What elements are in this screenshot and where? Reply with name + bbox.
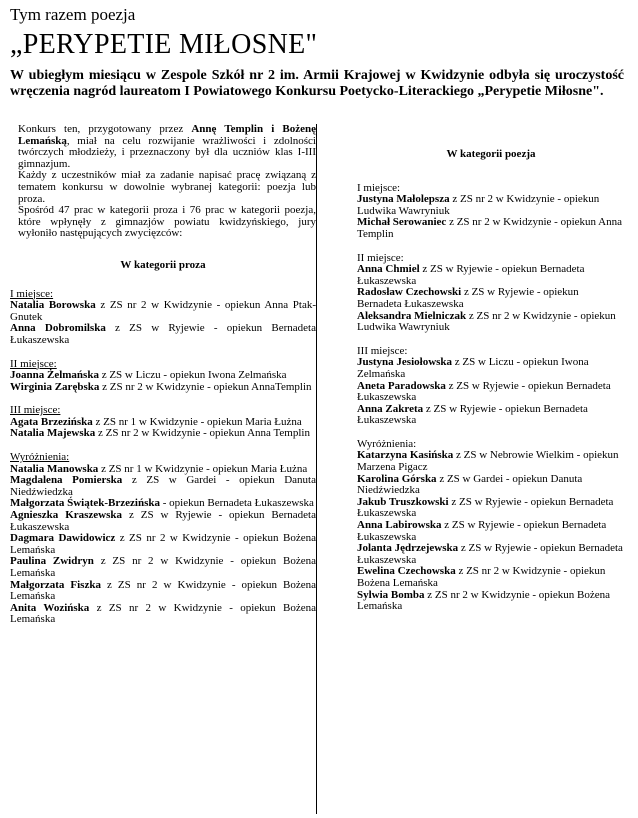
winner-entry — [10, 580, 316, 603]
winner-name: Justyna Jesiołowska — [357, 356, 453, 369]
winner-entry — [357, 450, 625, 473]
winner-details: z ZS nr 2 w Kwidzynie - opiekun AnnaTemplin — [99, 380, 312, 393]
winner-entry — [357, 217, 625, 240]
winner-details: z ZS nr 2 w Kwidzynie - opiekun Bożena Lemańska — [10, 555, 316, 579]
winner-entry — [10, 300, 316, 323]
winner-name: Natalia Borowska — [10, 299, 96, 312]
winner-details: z ZS w Liczu - opiekun Iwona Zelmańska — [357, 356, 589, 380]
winner-entry — [357, 520, 625, 543]
winner-details: z ZS w Nebrowie Wielkim - opiekun Marzena Pigacz — [357, 449, 619, 474]
winner-details: z ZS nr 2 w Kwidzynie - opiekun Anna Templin — [95, 427, 310, 440]
winner-entry — [10, 510, 316, 533]
winner-entry — [357, 404, 625, 427]
winner-name: Katarzyna Kasińska — [357, 449, 454, 462]
place-heading: Wyróżnienia: — [10, 451, 70, 464]
place-heading: II miejsce: — [357, 251, 404, 264]
winner-details: z ZS w Ryjewie - opiekun Bernadeta Łukaszewska — [10, 509, 316, 533]
winner-details: z ZS w Gardei - opiekun Danuta Niedźwiedzka — [10, 474, 316, 498]
winner-details: - opiekun Bernadeta Łukaszewska — [160, 497, 314, 510]
article-kicker: Tym razem poezja — [10, 5, 136, 24]
winner-name: Jakub Truszkowski — [357, 495, 449, 508]
winner-details: z ZS nr 1 w Kwidzynie - opiekun Maria Łużna — [92, 415, 302, 428]
section-title-proza: W kategorii proza — [120, 258, 206, 271]
winner-name: Agata Brzezińska — [10, 415, 93, 428]
winner-details: z ZS w Ryjewie - opiekun Bernadeta Łukaszewska — [357, 495, 614, 520]
winner-entry — [357, 543, 625, 566]
winner-name: Anna Labirowska — [357, 519, 442, 532]
winner-name: Paulina Zwidryn — [10, 555, 94, 568]
intro-paragraph-2: Każdy z uczestników miał za zadanie napisać pracę związaną z tematem konkursu w dowolnie wybranej kategorii: poezja lub proza. — [18, 169, 316, 205]
winner-name: Anna Zakreta — [357, 402, 424, 415]
intro-text — [18, 124, 316, 240]
winner-entry — [357, 264, 625, 287]
winner-entry — [10, 428, 316, 440]
winner-details: z ZS nr 2 w Kwidzynie - opiekun Ludwika Wawryniuk — [357, 309, 616, 334]
winner-details: z ZS w Ryjewie - opiekun Bernadeta Łukaszewska — [357, 379, 611, 404]
winner-details: z ZS w Ryjewie - opiekun Bernadeta Łukaszewska — [357, 286, 579, 310]
winner-entry — [10, 603, 316, 626]
winner-details: z ZS nr 2 w Kwidzynie - opiekun Ludwika Wawryniuk — [357, 193, 600, 217]
winner-name: Wirginia Zarębska — [10, 380, 100, 393]
winner-name: Justyna Małolepsza — [357, 193, 450, 206]
intro-paragraph-1: Konkurs ten, przygotowany przez Annę Templin i Bożenę Lemańską, miał na celu rozwijanie wrażliwości i zdolności twórczych młodzieży, i przeznaczony był dla uczniów klas I-III gimnazjum. — [18, 123, 316, 170]
winner-name: Karolina Górska — [357, 472, 437, 485]
winner-name: Michał Serowaniec — [357, 216, 447, 229]
winner-details: z ZS w Liczu - opiekun Iwona Zelmańska — [98, 369, 287, 382]
winner-entry — [357, 357, 625, 380]
winner-name: Joanna Żelmańska — [10, 369, 99, 382]
winner-entry — [10, 533, 316, 556]
winner-details: z ZS nr 2 w Kwidzynie - opiekun Bożena Lemańska — [357, 565, 606, 589]
intro-paragraph-3: Spośród 47 prac w kategorii proza i 76 prac w kategorii poezja, które wpłynęły z gimnazjów powiatu kwidzyńskiego, jury wyłoniło następujących zwycięzców: — [18, 204, 316, 240]
winner-details: z ZS nr 2 w Kwidzynie - opiekun Anna Ptak-Gnutek — [10, 299, 316, 323]
section-title-poezja: W kategorii poezja — [446, 148, 536, 160]
left-column — [10, 124, 317, 814]
place-heading: II miejsce: — [10, 357, 57, 370]
article-headline: „PERYPETIE MIŁOSNE" — [10, 29, 318, 60]
winner-details: z ZS w Ryjewie - opiekun Bernadeta Łukaszewska — [357, 542, 623, 566]
place-heading: I miejsce: — [357, 181, 401, 194]
winner-entry — [357, 590, 625, 613]
winner-name: Małgorzata Świątek-Brzezińska — [10, 497, 160, 510]
winner-name: Dagmara Dawidowicz — [10, 532, 116, 545]
winner-name: Anita Wozińska — [10, 601, 90, 614]
winner-details: z ZS w Ryjewie - opiekun Bernadeta Łukaszewska — [357, 402, 588, 427]
winner-name: Małgorzata Fiszka — [10, 578, 101, 591]
winner-details: z ZS w Gardei - opiekun Danuta Niedźwiedzka — [357, 472, 583, 497]
winner-details: z ZS w Ryjewie - opiekun Bernadeta Łukaszewska — [10, 322, 316, 346]
place-heading: I miejsce: — [10, 287, 54, 300]
winner-name: Magdalena Pomierska — [10, 474, 123, 487]
right-column — [357, 124, 625, 613]
winner-entry — [357, 497, 625, 520]
winner-details: z ZS nr 2 w Kwidzynie - opiekun Bożena Lemańska — [10, 532, 316, 556]
winner-name: Anna Dobromilska — [10, 322, 106, 335]
intro-authors: Annę Templin i Bożenę Lemańską — [18, 123, 316, 147]
winner-entry — [10, 556, 316, 579]
article-lead: W ubiegłym miesiącu w Zespole Szkół nr 2 im. Armii Krajowej w Kwidzynie odbyła się uroczystość wręczenia nagród laureatom I Powiatowego Konkursu Poetycko-Literackiego „Perypetie Miłosne". — [10, 68, 624, 99]
winner-entry — [357, 381, 625, 404]
winner-details: z ZS w Ryjewie - opiekun Bernadeta Łukaszewska — [357, 519, 607, 543]
winner-details: z ZS w Ryjewie - opiekun Bernadeta Łukaszewska — [357, 263, 585, 287]
winner-name: Anna Chmiel — [357, 263, 420, 276]
winner-entry — [10, 382, 316, 394]
poezja-winners-list — [357, 183, 625, 613]
winner-name: Aneta Paradowska — [357, 379, 446, 392]
winner-name: Radosław Czechowski — [357, 286, 462, 299]
winner-name: Ewelina Czechowska — [357, 565, 456, 578]
winner-entry — [10, 323, 316, 346]
winner-details: z ZS nr 2 w Kwidzynie - opiekun Anna Templin — [357, 216, 622, 240]
winner-entry — [357, 474, 625, 497]
place-heading: III miejsce: — [357, 344, 408, 357]
winner-entry — [357, 287, 625, 310]
winner-entry — [357, 311, 625, 334]
winner-name: Natalia Majewska — [10, 427, 96, 440]
winner-name: Natalia Manowska — [10, 462, 99, 475]
winner-name: Aleksandra Mielniczak — [357, 309, 467, 322]
winner-details: z ZS nr 1 w Kwidzynie - opiekun Maria Łużna — [98, 462, 308, 475]
winner-name: Sylwia Bomba — [357, 588, 425, 601]
winner-entry — [357, 194, 625, 217]
winner-name: Jolanta Jędrzejewska — [357, 542, 459, 555]
winner-details: z ZS nr 2 w Kwidzynie - opiekun Bożena Lemańska — [10, 578, 316, 603]
proza-winners-list — [10, 289, 316, 626]
winner-entry — [10, 475, 316, 498]
place-heading: III miejsce: — [10, 404, 61, 417]
winner-entry — [357, 566, 625, 589]
winner-details: z ZS nr 2 w Kwidzynie - opiekun Bożena Lemańska — [357, 588, 610, 613]
place-heading: Wyróżnienia: — [357, 437, 417, 450]
winner-details: z ZS nr 2 w Kwidzynie - opiekun Bożena Lemańska — [10, 601, 316, 626]
winner-name: Agnieszka Kraszewska — [10, 509, 123, 522]
